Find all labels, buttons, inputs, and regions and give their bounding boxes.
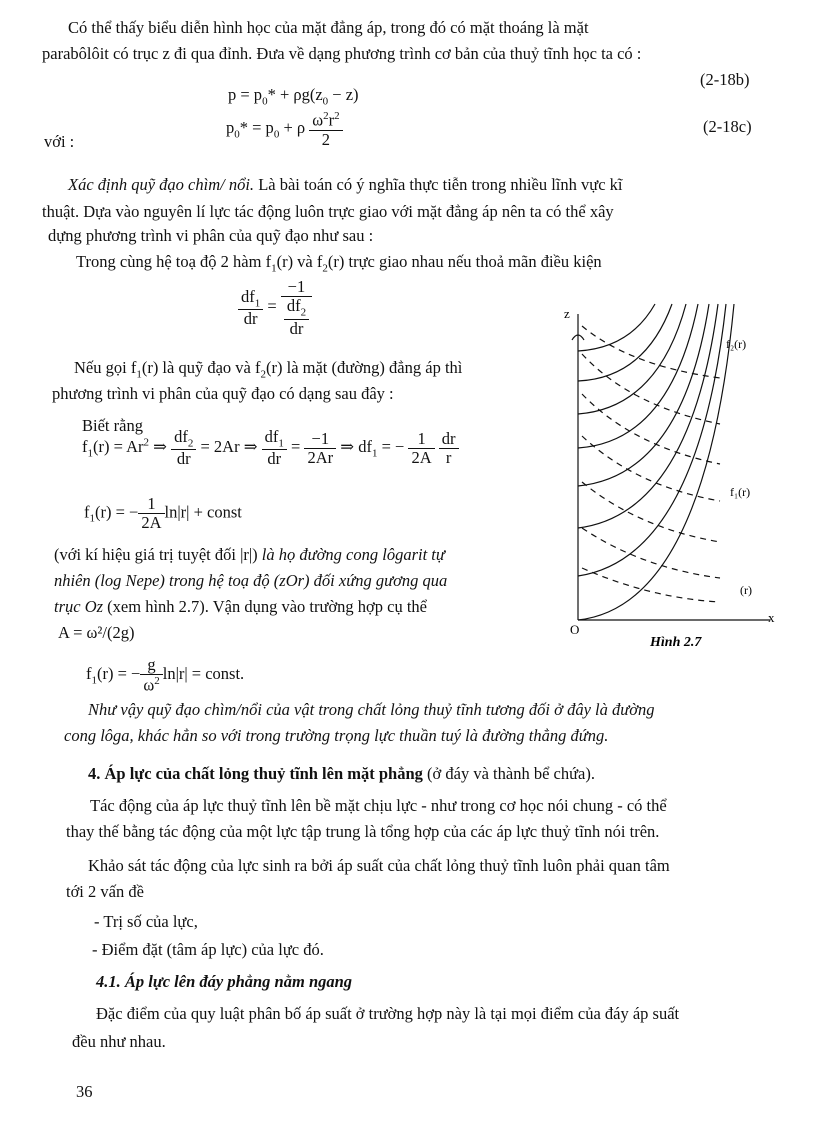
isobar-curve (578, 304, 686, 414)
text-span: (r) là quỹ đạo và f (141, 358, 261, 377)
paragraph-line: Có thể thấy biểu diễn hình học của mặt đẳng áp, trong đó có mặt thoáng là mặt (68, 18, 589, 37)
heading-rest: (ở đáy và thành bể chứa). (422, 764, 595, 783)
paragraph-line: đều như nhau. (72, 1032, 166, 1051)
paragraph-line: cong lôga, khác hẳn so với trong trường trọng lực thuần tuý là đường thẳng đứng. (64, 726, 609, 745)
paragraph-line: parabôlôit có trục z đi qua đỉnh. Đưa về dạng phương trình cơ bản của thuỷ tĩnh học ta có : (42, 44, 642, 63)
origin-label: O (570, 622, 580, 637)
axis-label-x: x (768, 610, 775, 625)
trajectory-curve (582, 568, 720, 602)
figure-2-7 (560, 296, 790, 656)
isobar-curve (578, 304, 726, 576)
text-span: (r) là mặt (đường) đẳng áp thì (266, 358, 463, 377)
text-span: (với kí hiệu giá trị tuyệt đối |r|) (54, 545, 262, 564)
isobar-curve (578, 304, 672, 381)
text-span: (xem hình 2.7). Vận dụng vào trường hợp cụ thể (103, 597, 427, 616)
axis-label-z: z (564, 306, 570, 321)
paragraph-line (54, 597, 427, 617)
paragraph-line: Biết rằng (82, 416, 143, 435)
text-span: là họ đường cong lôgarit tự (261, 545, 445, 564)
paragraph-line: dựng phương trình vi phân của quỹ đạo như sau : (48, 226, 374, 245)
heading-bold: 4. Áp lực của chất lỏng thuỷ tĩnh lên mặt phẳng (88, 764, 423, 783)
equation-f1-specific: $f_1(r)$ = − $\frac{g}{\omega^2}$ ln|r| = const. (86, 655, 245, 695)
equation-label: (2-18c) (703, 117, 752, 136)
paragraph-line: Khảo sát tác động của lực sinh ra bởi áp suất của chất lỏng thuỷ tĩnh luôn phải quan tâm (88, 856, 670, 875)
label-f2: f₂(r) (726, 337, 747, 351)
label-f1: f₁(r) (730, 485, 751, 499)
voi-label: với : (44, 132, 75, 151)
equation-2-18b: $p = p_0* + \rho g(z_0 - z)$ (228, 85, 359, 108)
paragraph-line: thay thế bằng tác động của một lực tập trung là tổng hợp của các áp lực thuỷ tĩnh nói trên. (66, 822, 660, 841)
paragraph-line: tới 2 vấn đề (66, 882, 144, 901)
isobar-curve (578, 304, 709, 486)
figure-caption: Hình 2.7 (650, 635, 702, 650)
paragraph-line: A = ω²/(2g) (58, 623, 135, 642)
paragraph-line: Trong cùng hệ toạ độ 2 hàm $f_1(r)$ và $f_2(r)$ trực giao nhau nếu thoả mãn điều kiện (76, 252, 602, 275)
trajectory-curve (582, 436, 720, 501)
paragraph-line: Như vậy quỹ đạo chìm/nổi của vật trong chất lỏng thuỷ tĩnh tương đối ở đây là đường (88, 700, 655, 719)
equation-f1: $f_1(r)$ = − $\frac{1}{2A}$ ln|r| + const (84, 494, 242, 533)
paragraph-line (54, 545, 445, 565)
paragraph-line: phương trình vi phân của quỹ đạo có dạng sau đây : (52, 384, 394, 403)
page-number: 36 (76, 1082, 93, 1101)
equation-label: (2-18b) (700, 70, 750, 89)
trajectory-curve (582, 482, 720, 542)
paragraph-line: Đặc điểm của quy luật phân bố áp suất ở trường hợp này là tại mọi điểm của đáy áp suất (96, 1004, 680, 1023)
equation-chain: $f_1(r) = Ar^2$ ⇒ $\frac{df_2}{dr}$ = 2Ar ⇒ $\frac{df_1}{dr}$ = $\frac{-1}{2Ar}$ ⇒ $df_1$ = − $\frac{1}{2A}$ $\frac{dr}{r}$ (82, 428, 459, 469)
paragraph-line: nhiên (log Nepe) trong hệ toạ độ (zOr) đối xứng gương qua (54, 571, 448, 590)
equation-2-18c: $p_0* = p_0 + \rho$ $\frac{\omega^2r^2}{2}$ (226, 110, 343, 149)
text-span: (r) trực giao nhau nếu thoả mãn điều kiện (327, 252, 602, 271)
subsection-heading: 4.1. Áp lực lên đáy phẳng nằm ngang (96, 972, 353, 991)
term-heading: Xác định quỹ đạo chìm/ nổi. (68, 175, 255, 194)
paragraph-line: Tác động của áp lực thuỷ tĩnh lên bề mặt chịu lực - như trong cơ học nói chung - có thể (90, 796, 667, 815)
list-item: - Trị số của lực, (94, 912, 198, 931)
isobar-curve (578, 304, 655, 351)
trajectory-curve (582, 354, 720, 424)
section-heading (88, 764, 595, 784)
list-item: - Điểm đặt (tâm áp lực) của lực đó. (92, 940, 324, 959)
text-span: Trong cùng hệ toạ độ 2 hàm f (76, 252, 272, 271)
equation-orthogonality: $\frac{df_1}{dr}$ = $\frac{-1}{\frac{df_2}{dr}}$ (238, 278, 312, 338)
text-span: Là bài toán có ý nghĩa thực tiễn trong nhiều lĩnh vực kĩ (254, 175, 623, 194)
text-span: (r) và f (276, 252, 323, 271)
trajectory-curve (582, 528, 720, 578)
paragraph-line: thuật. Dựa vào nguyên lí lực tác động luôn trực giao với mặt đẳng áp nên ta có thể xây (42, 202, 614, 221)
text-span: Nếu gọi f (74, 358, 137, 377)
paragraph-line (68, 175, 623, 195)
label-r: (r) (740, 583, 752, 597)
text-span: trục Oz (54, 597, 104, 616)
paragraph-line: Nếu gọi $f_1(r)$ là quỹ đạo và $f_2(r)$ là mặt (đường) đẳng áp thì (74, 358, 463, 381)
